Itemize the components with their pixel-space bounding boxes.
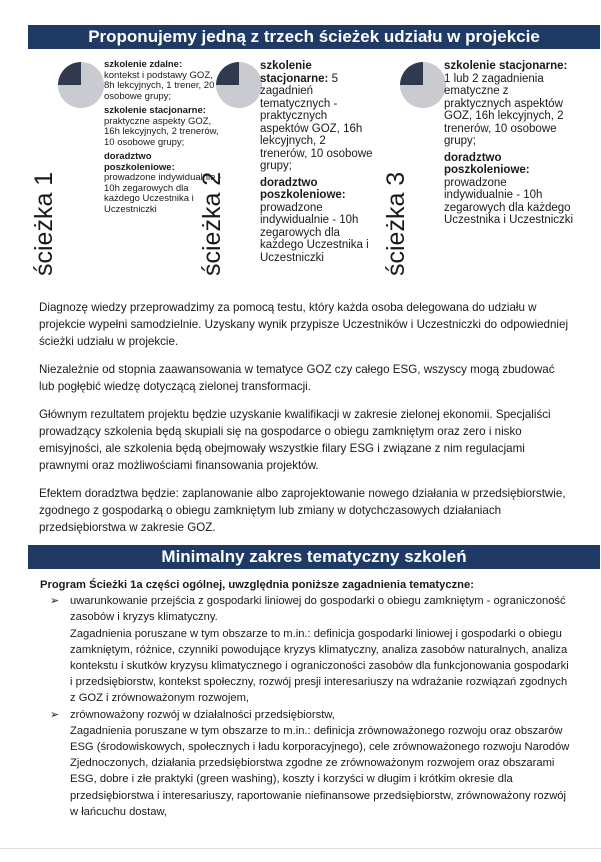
path-3-label: ścieżka 3 bbox=[382, 171, 410, 276]
bullet-1-text: uwarunkowanie przejścia z gospodarki liniowej do gospodarki o obiegu zamkniętym - ograniczoność zasobów i kryzys klimatyczny. bbox=[70, 595, 566, 624]
path-1-card bbox=[28, 54, 222, 284]
paragraph-advisory-effect: Efektem doradztwa będzie: zaplanowanie albo zaprojektowanie nowego działania w przedsiębiorstwie, zgodnego z gospodarką o obiegu zamkniętym lub zmiany w dotychczasowych działaniach przedsiębiorstwa w zakresie GOZ. bbox=[39, 487, 566, 534]
bullet-1-detail: Zagadnienia poruszane w tym obszarze to m.in.: definicja gospodarki liniowej i gospodarki o obiegu zamkniętym, różnice, czynniki powodujące kryzys klimatyczny, analiza zasobów naturalnych, analiza kontekstu i skutków kryzysu klimatycznego i ograniczoności zasobów dla funkcjonowania gospodarki i przedsiębiorstw, kontekst społeczny, rozwój presji interesariuszy na wdrażanie rozwiązań zgodnych z GOZ i zrównoważonym rozwojem, bbox=[70, 627, 569, 705]
path-3-block-2-title: doradztwo poszkoleniowe: bbox=[444, 151, 530, 176]
path-1-block-3-title: doradztwo poszkoleniowe: bbox=[104, 151, 175, 173]
section-header-scope: Minimalny zakres tematyczny szkoleń bbox=[28, 545, 600, 569]
path-2-card bbox=[196, 54, 386, 284]
path-2-block-2-text: prowadzone indywidualnie - 10h zegarowych dla każdego Uczestnika i Uczestniczki bbox=[260, 201, 369, 264]
paragraph-main-result: Głównym rezultatem projektu będzie uzyskanie kwalifikacji w zakresie zielonej ekonomii. Specjaliści prowadzący szkolenia będą skupiali się na gospodarce o obiegu zamkniętym oraz zero i nisko emisyjności, ale szkolenia będą obejmowały wszystkie filary ESG i związane z nim regulacjami prawnymi oraz możliwościami finansowania projektów. bbox=[39, 408, 551, 472]
path-3-block-1-text: 1 lub 2 zagadnienia ematyczne z praktycznych aspektów GOZ, 16h lekcyjnych, 2 trenerów, 10 osobowe grupy; bbox=[444, 72, 564, 147]
bullet-2-detail: Zagadnienia poruszane w tym obszarze to m.in.: definicja zrównoważonego rozwoju oraz obszarów ESG (środowiskowych, społecznych i ładu korporacyjnego), cele zrównoważonego rozwoju Narodów Zjednoczonych, działania przedsiębiorstwa zgodne ze zrównoważonym rozwojem oraz obszarami ESG, dobre i złe praktyki (green washing), koszty i korzyści w długim i krótkim okresie dla przedsiębiorstwa i interesariuszy, raportowanie niefinansowe przedsiębiorstw, zrównoważony rozwój w łańcuchu dostaw, bbox=[70, 724, 570, 818]
page-bottom-divider bbox=[0, 848, 601, 849]
path-2-label: ścieżka 2 bbox=[198, 171, 226, 276]
path-1-block-2-title: szkolenie stacjonarne: bbox=[104, 105, 206, 116]
paragraph-advancement: Niezależnie od stopnia zaawansowania w tematyce GOZ czy całego ESG, wszyscy mogą zbudować lub pogłębić wiedzę dotyczącą zielonej transformacji. bbox=[39, 363, 555, 393]
program-section bbox=[40, 577, 570, 820]
paragraph-diagnosis: Diagnozę wiedzy przeprowadzimy za pomocą testu, który każda osoba delegowana do udziału w projekcie wypełni samodzielnie. Uzyskany wynik przypisze Uczestników i Uczestniczki do odpowiedniej ścieżki udziału w projekcie. bbox=[39, 301, 569, 348]
path-2-block-2-title: doradztwo poszkoleniowe: bbox=[260, 176, 346, 201]
bullet-2-text: zrównoważony rozwój w działalności przedsiębiorstw, bbox=[70, 708, 335, 721]
path-1-label: ścieżka 1 bbox=[30, 171, 58, 276]
path-3-block-1-title: szkolenie stacjonarne: bbox=[444, 60, 568, 72]
path-2-block-1-title: szkolenie stacjonarne: bbox=[260, 60, 329, 85]
path-2-block-1-text: 5 zagadnień tematycznych - praktycznych aspektów GOZ, 16h lekcyjnych, 2 trenerów, 10 osobowe grupy; bbox=[260, 72, 373, 172]
path-1-block-1-title: szkolenie zdalne: bbox=[104, 59, 183, 70]
path-1-block-2-text: praktyczne aspekty GOZ, 16h lekcyjnych, 2 trenerów, 10 osobowe grupy; bbox=[104, 115, 219, 148]
section-header-paths: Proponujemy jedną z trzech ścieżek udziału w projekcie bbox=[28, 25, 600, 49]
list-item bbox=[40, 707, 570, 820]
program-header: Program Ścieżki 1a części ogólnej, uwzględnia poniższe zagadnienia tematyczne: bbox=[40, 579, 474, 591]
path-1-pie-icon bbox=[58, 62, 104, 108]
list-item bbox=[40, 593, 570, 706]
path-1-block-1-text: kontekst i podstawy GOZ, 8h lekcyjnych, 1 trener, 20 osobowe grupy; bbox=[104, 69, 215, 102]
path-3-pie-icon bbox=[400, 62, 446, 108]
path-1-block-3-text: prowadzone indywidualnie - 10h zegarowych dla każdego Uczestnika i Uczestniczki bbox=[104, 172, 222, 215]
path-3-block-2-text: prowadzone indywidualnie - 10h zegarowych dla każdego Uczestnika i Uczestniczki bbox=[444, 176, 574, 226]
arrow-bullet-icon: ➢ bbox=[50, 708, 60, 721]
path-3-card bbox=[380, 54, 590, 284]
arrow-bullet-icon: ➢ bbox=[50, 595, 60, 608]
path-2-pie-icon bbox=[216, 62, 262, 108]
